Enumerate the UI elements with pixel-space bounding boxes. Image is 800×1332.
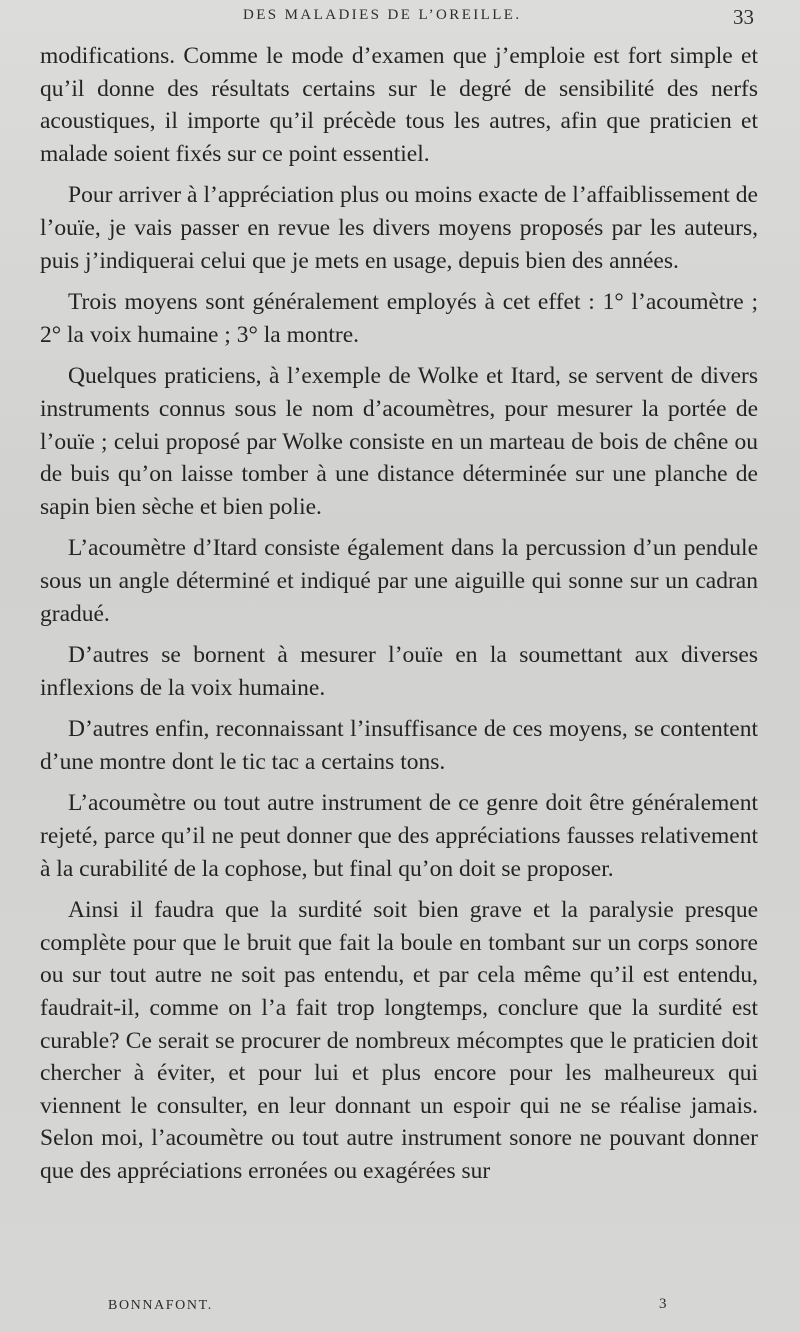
paragraph: Trois moyens sont généralement employés à cet effet : 1° l’acoumètre ; 2° la voix humaine ; 3° la montre. [40,289,758,348]
printer-signature: BONNAFONT. [108,1298,213,1313]
running-head [0,5,800,29]
body-text [40,40,758,1197]
paragraph: L’acoumètre ou tout autre instrument de ce genre doit être généralement rejeté, parce qu’il ne peut donner que des appréciations fausses relativement à la curabilité de la cophose, but final qu’on doit se proposer. [40,790,758,882]
paragraph: L’acoumètre d’Itard consiste également dans la percussion d’un pendule sous un angle déterminé et indiqué par une aiguille qui sonne sur un cadran gradué. [40,535,758,627]
paragraph-continuation: modifications. Comme le mode d’examen que j’emploie est fort simple et qu’il donne des résultats certains sur le degré de sensibilité des nerfs acoustiques, il importe qu’il précède tous les autres, afin que praticien et malade soient fixés sur ce point essentiel. [40,43,758,167]
sheet-number: 3 [659,1296,667,1312]
paragraph: D’autres enfin, reconnaissant l’insuffisance de ces moyens, se contentent d’une montre dont le tic tac a certains tons. [40,716,758,775]
paragraph: D’autres se bornent à mesurer l’ouïe en la soumettant aux diverses inflexions de la voix humaine. [40,642,758,701]
paragraph: Ainsi il faudra que la surdité soit bien grave et la paralysie presque complète pour que le bruit que fait la boule en tombant sur un corps sonore ou sur tout autre ne soit pas entendu, et par cela même qu’il est entendu, faudrait-il, comme on l’a fait trop longtemps, conclure que la surdité est curable? Ce serait se procurer de nombreux mécomptes que le praticien doit chercher à éviter, et pour lui et plus encore pour les malheureux qui viennent le consulter, en leur donnant un espoir qui ne se réalise jamais. Selon moi, l’acoumètre ou tout autre instrument sonore ne pouvant donner que des appréciations erronées ou exagérées sur [40,897,758,1184]
page-number: 33 [733,5,754,29]
page-footer [0,1296,800,1320]
paragraph: Pour arriver à l’appréciation plus ou moins exacte de l’affaiblissement de l’ouïe, je vais passer en revue les divers moyens proposés par les auteurs, puis j’indiquerai celui que je mets en usage, depuis bien des années. [40,182,758,274]
paragraph: Quelques praticiens, à l’exemple de Wolke et Itard, se servent de divers instruments connus sous le nom d’acoumètres, pour mesurer la portée de l’ouïe ; celui proposé par Wolke consiste en un marteau de bois de chêne ou de buis qu’on laisse tomber à une distance déterminée sur une planche de sapin bien sèche et bien polie. [40,363,758,520]
running-title: DES MALADIES DE L’OREILLE. [243,7,522,23]
